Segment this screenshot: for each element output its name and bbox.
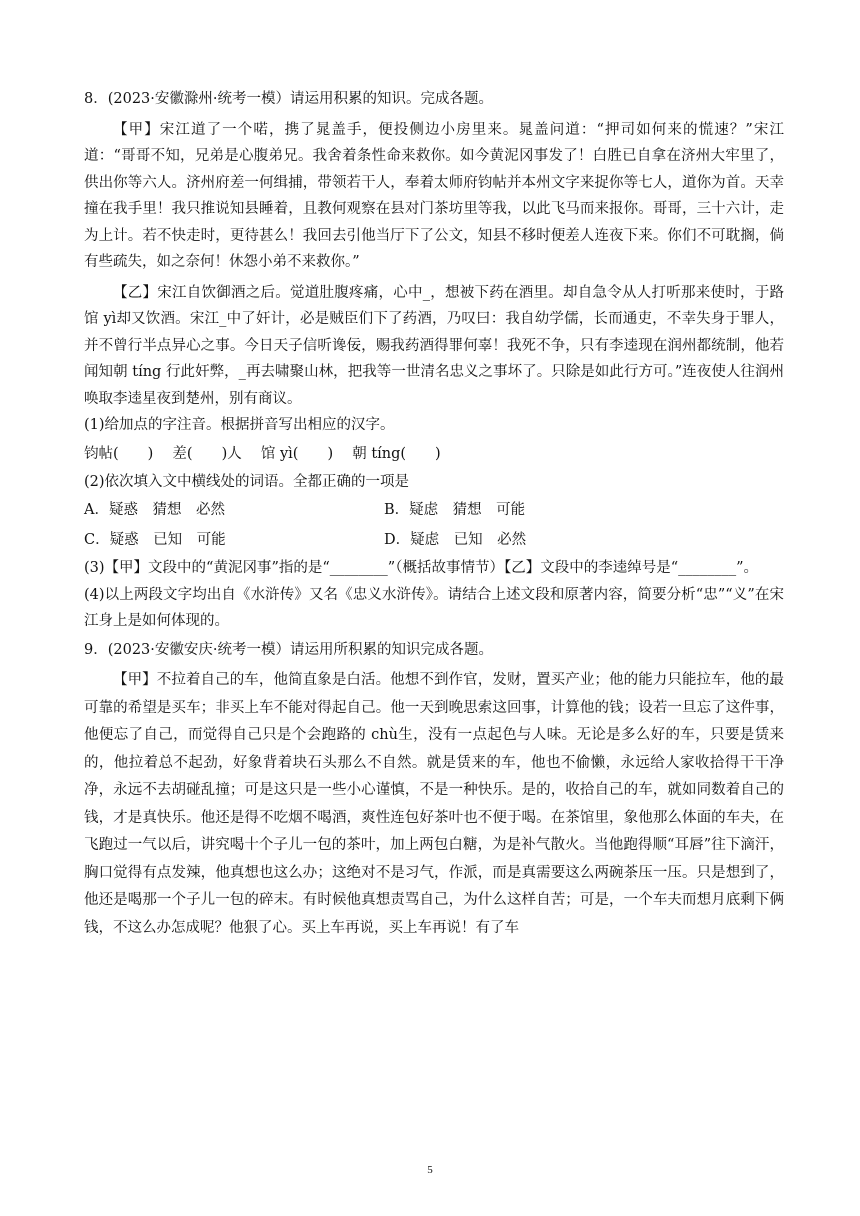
q9-passage-jia: 【甲】不拉着自己的车，他简直象是白活。他想不到作官，发财，置买产业；他的能力只能拉车，他的最可靠的希望是买车；非买上车不能对得起自己。他一天到晚思索这回事，计算他的钱；设若一旦忘了这件事，他便忘了自己，而觉得自己只是个会跑路的 chù生，没有一点起色与人味。无论是多么好的车，只要是赁来的，他拉着总不起劲，好象背着块石头那么不自然。就是赁来的车，他也不偷懒，永远给人家收拾得干干净净，永远不去胡碰乱撞；可是这只是一些小心谨慎，不是一种快乐。是的，收拾自己的车，就如同数着自己的钱，才是真快乐。他还是得不吃烟不喝酒，爽性连包好茶叶也不便于喝。在茶馆里，象他那么体面的车夫，在飞跑过一气以后，讲究喝十个子儿一包的茶叶，加上两包白糖，为是补气散火。当他跑得顺“耳唇”往下滴汗，胸口觉得有点发辣，他真想也这么办；这绝对不是习气，作派，而是真需要这么两碗茶压一压。只是想到了，他还是喝那一个子儿一包的碎末。有时候他真想责骂自己，为什么这样自苦；可是，一个车夫而想月底剩下俩钱，不这么办怎成呢？他狠了心。买上车再说，买上车再说！有了车 [84,672,784,936]
option-d: D．疑虑 已知 必然 [384,532,527,548]
q8-sub2: (2)依次填入文中横线处的词语。全都正确的一项是 [84,473,410,490]
q8-passage-yi: 【乙】宋江自饮御酒之后。觉道肚腹疼痛，心中_，想被下药在酒里。却自急令从人打听那来使时，于路馆 yì却又饮酒。宋江_中了奸计，必是贼臣们下了药酒，乃叹曰：我自幼学儒，长而通吏，不幸失身于罪人，并不曾行半点异心之事。今日天子信听谗佞，赐我药酒得罪何辜！我死不争，只有李逵现在润州都统制，他若闻知朝 tíng 行此奸弊，_再去啸聚山林，把我等一世清名忠义之事坏了。只除是如此行方可。”连夜使人往润州唤取李逵星夜到楚州，别有商议。 [84,284,784,407]
option-a: A．疑惑 猜想 必然 [84,502,225,518]
question-8-header: 8．(2023·安徽滁州·统考一模）请运用积累的知识。完成各题。 [84,91,493,107]
q8-options-row-2 [84,525,784,555]
option-b: B．疑虑 猜想 可能 [384,502,526,518]
q8-sub3: (3)【甲】文段中的“黄泥冈事”指的是“________”（概括故事情节）【乙】文段中的李逵绰号是“________”。 [84,560,759,576]
q8-sub1-blanks: 钧帖( ) 差( )人 馆 yì( ) 朝 tíng( ) [84,445,441,462]
question-9-header: 9．(2023·安徽安庆·统考一模）请运用所积累的知识完成各题。 [84,641,493,658]
q8-sub1: (1)给加点的字注音。根据拼音写出相应的汉字。 [84,417,395,433]
q8-sub4: (4)以上两段文字均出自《水浒传》又名《忠义水浒传》。请结合上述文段和原著内容，简要分析“忠”“义”在宋江身上是如何体现的。 [84,586,784,629]
option-c: C．疑惑 已知 可能 [84,532,226,548]
page-number: 5 [427,1164,433,1176]
q8-options-row-1 [84,495,784,525]
q8-passage-jia: 【甲】宋江道了一个喏，携了晁盖手，便投侧边小房里来。晁盖问道：“押司如何来的慌速？”宋江道：“哥哥不知，兄弟是心腹弟兄。我舍着条性命来救你。如今黄泥冈事发了！白胜已自拿在济州大牢里了，供出你等六人。济州府差一何缉捕，带领若干人，奉着太师府钧帖并本州文字来捉你等七人，道你为首。天幸撞在我手里！我只推说知县睡着，且教何观察在县对门茶坊里等我，以此飞马而来报你。哥哥，三十六计，走为上计。若不快走时，更待甚么！我回去引他当厅下了公文，知县不移时便差人连夜下来。你们不可耽搁，倘有些疏失，如之奈何！休怨小弟不来救你。” [84,121,784,270]
content [84,84,784,942]
